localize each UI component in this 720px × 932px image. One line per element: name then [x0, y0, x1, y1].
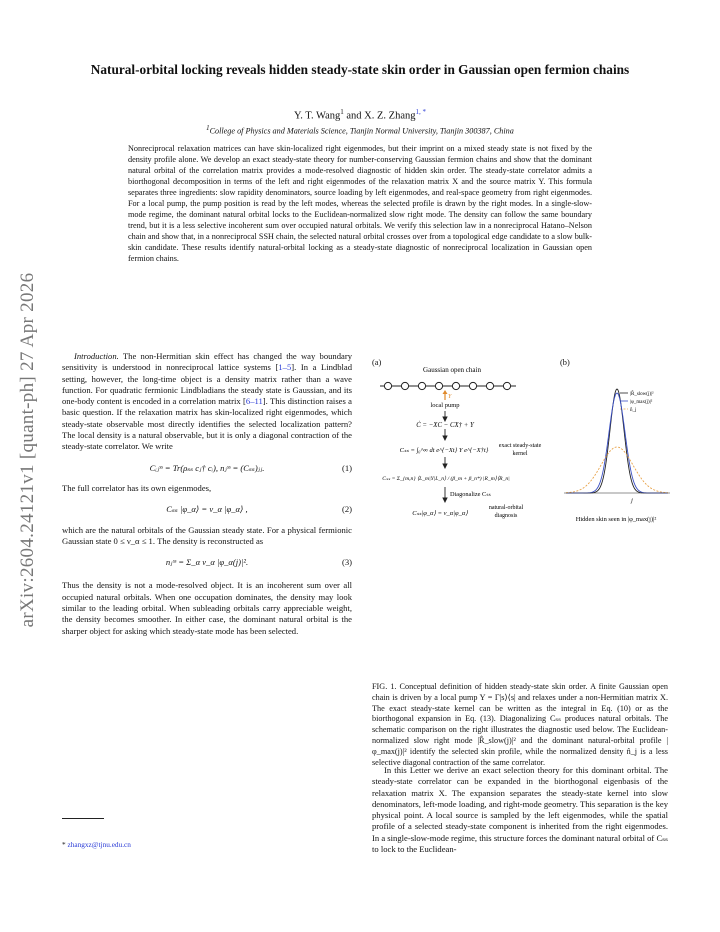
pump-arrowhead — [443, 390, 448, 394]
equation-biorthogonal: Cₛₛ = Σ_{m,n} ⟨L_m|Y|L_n⟩ / (β_m + β_n*) |R_m⟩⟨R_n| — [382, 476, 510, 482]
chain-site — [452, 382, 459, 389]
pump-label: local pump — [430, 402, 460, 409]
chain-site — [503, 382, 510, 389]
paragraph: In this Letter we derive an exact selection theory for this dominant orbital. The steady-state correlator can be expanded in the biorthogonal eigenbasis of the relaxation matrix X. The expansion separates the steady-state kernel into slow denominators, left-mode loading, and right-mode geometry. This separation is the key physical point. A local source is sampled by the left eigenmodes, while the spatial profile of a selected steady-state component is inherited from the right eigenmodes. In a single-slow-mode regime, this structure forces the dominant natural orbital of Cₛₛ to lock to the Euclidean- — [372, 765, 668, 855]
section-heading: Introduction. — [74, 351, 119, 361]
footnote-rule — [62, 818, 104, 819]
text-run: ]. This distinction raises a basic question. If the relaxation matrix has skin-localized right eigenmodes, which steady-state observable most directly identifies the selected localization pattern? The local density is a natural observable, but it is only a diagonal contraction of the steady-state correlator. We write — [62, 396, 352, 452]
chain-site — [435, 382, 442, 389]
chain-site — [418, 382, 425, 389]
diagnosis-note-line: diagnosis — [494, 513, 518, 519]
legend — [620, 391, 654, 413]
figure-caption: FIG. 1. Conceptual definition of hidden steady-state skin order. A finite Gaussian open chain is driven by a local pump Y = Γ|s⟩⟨s| and relaxes under a non-Hermitian matrix X. The exact steady-state kernel can be written as the integral in Eq. (10) or as the biorthogonal expansion in Eq. (13). Diagonalizing Cₛₛ produces natural orbitals. The schematic comparison on the right illustrates the diagnostic used below. The Euclidean-normalized slow right mode |R̂_slow(j)|² and the dominant natural-orbital profile |φ_max(j)|² identify the selected skin profile, while the normalized density n̂_j is a less selective diagonal contraction of the same correlator. — [372, 682, 668, 767]
equation-lyapunov: Ċ = −XC − CX† + Y — [416, 422, 474, 429]
equation-3 — [62, 557, 352, 568]
right-column — [372, 765, 668, 855]
legend-entry: |φ_max(j)|² — [630, 400, 653, 405]
equation-1 — [62, 463, 352, 474]
diagnosis-note-line: natural-orbital — [488, 505, 524, 511]
chain-site — [384, 382, 391, 389]
paper-title: Natural-orbital locking reveals hidden steady-state skin order in Gaussian open fermion chains — [90, 62, 630, 77]
citation-link[interactable]: 6–11 — [245, 396, 263, 407]
left-column — [62, 351, 352, 637]
affiliation-text: College of Physics and Materials Science, Tianjin Normal University, Tianjin 300387, China — [209, 126, 514, 136]
pump-symbol: Y — [448, 394, 452, 400]
panel-a-schematic — [372, 362, 557, 532]
author-line — [70, 108, 650, 122]
intro-paragraph — [62, 351, 352, 453]
profile-curves — [566, 389, 668, 493]
chain-label: Gaussian open chain — [423, 366, 481, 374]
author-1-affil: 1 — [340, 108, 344, 116]
equation-number: (1) — [341, 462, 352, 473]
footnote-mark: * — [62, 840, 66, 849]
abstract: Nonreciprocal relaxation matrices can have skin-localized right eigenmodes, but their imprint on a mixed steady state is not fixed by the density profile alone. We develop an exact steady-state theory for number-conserving Gaussian fermion chains and show that the dominant natural orbital of the correlation matrix provides a mode-resolved diagnostic of hidden skin order. The steady-state correlator admits a biorthogonal decomposition in terms of the left and right eigenmodes of the relaxation matrix X and the source matrix Y. This formula separates three ingredients: slow rapidity denominators, source loading by left eigenmodes, and real-space geometry from right eigenmodes. For a local pump, the pump position is read by the left modes, whereas the selected profile is drawn by the right modes. In a single-slow-mode regime, the dominant natural orbital locks to the Euclidean-normalized slow right mode. The density can follow the same boundary trend, but it is a less selective incoherent sum over occupied natural orbitals. We verify this selection law in a nonreciprocal Hatano–Nelson chain and show that, in a nonreciprocal SSH chain, the selected natural orbital crosses over from a topological edge candidate to a slow bulk-skin candidate. These results identify natural-orbital locking as a steady-state diagnostic of nonreciprocal localization in Gaussian open fermion chains. — [128, 144, 592, 263]
paragraph: which are the natural orbitals of the Gaussian steady state. For a physical fermionic Gaussian state 0 ≤ ν_α ≤ 1. The density is reconstructed as — [62, 524, 352, 546]
text-run: ]. In a Lindblad setting, however, the long-time object is a density matrix rather than a wave function. For quadratic fermionic Lindbladians the steady state is Gaussian, and its one-body content is encoded in a correlation matrix [ — [62, 362, 352, 407]
equation-number: (2) — [341, 504, 352, 515]
email-link[interactable]: zhangxz@tjnu.edu.cn — [67, 840, 131, 849]
panel-a-label: (a) — [372, 358, 382, 367]
legend-entry: |R̂_slow(j)|² — [630, 392, 654, 397]
chain-site — [401, 382, 408, 389]
density-curve — [566, 447, 668, 493]
text-run: The non-Hermitian skin effect has changed the way boundary sensitivity is understood in nonreciprocal lattice systems [ — [62, 351, 352, 373]
author-1: Y. T. Wang — [294, 110, 341, 122]
natural-orbital-curve — [566, 393, 668, 493]
equation-number: (3) — [341, 557, 352, 568]
affiliation-mark: 1 — [206, 125, 210, 132]
footnote — [62, 840, 131, 849]
diagonalize-label: Diagonalize Cₛₛ — [450, 491, 491, 498]
panel-b-label: (b) — [560, 358, 570, 367]
equation-2 — [62, 504, 352, 515]
affiliation — [70, 125, 650, 136]
chain-site — [486, 382, 493, 389]
equation-body: nⱼˢˢ = Σ_α ν_α |φ_α(j)|². — [165, 557, 249, 568]
kernel-note-line: kernel — [512, 451, 528, 457]
citation-link[interactable]: 1–5 — [278, 362, 292, 373]
equation-eigen: Cₛₛ|φ_α⟩ = ν_α|φ_α⟩ — [412, 510, 468, 517]
equation-body: Cₛₛ |φ_α⟩ = ν_α |φ_α⟩ , — [166, 504, 248, 515]
author-2-affil[interactable]: 1, * — [415, 108, 426, 116]
paragraph: The full correlator has its own eigenmodes, — [62, 482, 212, 493]
slow-right-mode-curve — [566, 389, 668, 493]
legend-entry: n̂_j — [630, 408, 637, 413]
author-and: and — [346, 110, 362, 122]
author-2: X. Z. Zhang — [364, 110, 416, 122]
equation-body: Cᵢⱼˢˢ = Tr(ρₛₛ cⱼ† cᵢ), nⱼˢˢ = (Cₛₛ)ⱼⱼ. — [149, 462, 265, 473]
panel-b-plot — [560, 365, 672, 525]
arxiv-stamp: arXiv:2604.24121v1 [quant-ph] 27 Apr 2026 — [17, 272, 38, 628]
equation-integral-kernel: Cₛₛ = ∫₀^∞ dt e^{−Xt} Y e^{−X†t} — [399, 447, 489, 454]
panel-b-note: Hidden skin seen in |φ_max(j)|² — [575, 516, 657, 523]
paragraph: Thus the density is not a mode-resolved object. It is an incoherent sum over all occupied natural orbitals. When one occupation dominates, the density may look similar to the leading orbital. When subleading orbitals carry appreciable weight, the density becomes smoother. In either case, the dominant natural orbital is the sharper object for asking which steady-state mode has been selected. — [62, 580, 352, 636]
chain-site — [469, 382, 476, 389]
kernel-note-line: exact steady-state — [498, 443, 542, 449]
x-axis-label: j — [631, 498, 633, 504]
